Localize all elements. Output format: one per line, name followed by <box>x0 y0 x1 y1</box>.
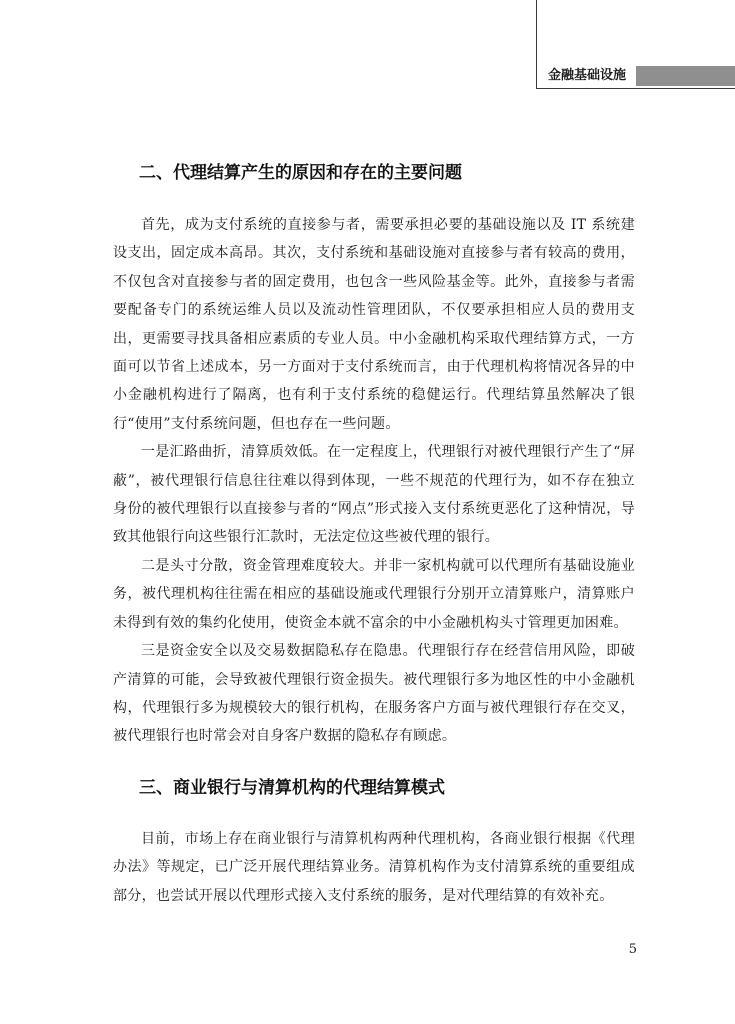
paragraph: 一是汇路曲折，清算质效低。在一定程度上，代理银行对被代理银行产生了“屏蔽”，被代理银行信息往往难以得到体现，一些不规范的代理行为，如不存在独立身份的被代理银行以直接参与者的“网点”形式接入支付系统更恶化了这种情况，导致其他银行向这些银行汇款时，无法定位这些被代理的银行。 <box>113 444 635 546</box>
section-heading-2: 二、代理结算产生的原因和存在的主要问题 <box>139 163 462 183</box>
page-number: 5 <box>628 942 637 957</box>
page-body <box>113 158 635 910</box>
running-header-bar <box>636 66 735 86</box>
paragraph: 二是头寸分散，资金管理难度较大。并非一家机构就可以代理所有基础设施业务，被代理机构往往需在相应的基础设施或代理银行分别开立清算账户，清算账户未得到有效的集约化使用，使资金本就不富余的中小金融机构头寸管理更加困难。 <box>113 557 635 631</box>
paragraph: 目前，市场上存在商业银行与清算机构两种代理机构，各商业银行根据《代理办法》等规定，已广泛开展代理结算业务。清算机构作为支付清算系统的重要组成部分，也尝试开展以代理形式接入支付系统的服务，是对代理结算的有效补充。 <box>113 830 635 904</box>
paragraph: 首先，成为支付系统的直接参与者，需要承担必要的基础设施以及 IT 系统建设支出，固定成本高昂。其次，支付系统和基础设施对直接参与者有较高的费用，不仅包含对直接参与者的固定费用，也包含一些风险基金等。此外，直接参与者需要配备专门的系统运维人员以及流动性管理团队，不仅要承担相应人员的费用支出，更需要寻找具备相应素质的专业人员。中小金融机构采取代理结算方式，一方面可以节省上述成本，另一方面对于支付系统而言，由于代理机构将情况各异的中小金融机构进行了隔离，也有利于支付系统的稳健运行。代理结算虽然解决了银行“使用”支付系统问题，但也存在一些问题。 <box>113 217 635 432</box>
header-vertical-rule <box>536 0 537 88</box>
paragraph: 三是资金安全以及交易数据隐私存在隐患。代理银行存在经营信用风险，即破产清算的可能，会导致被代理银行资金损失。被代理银行多为地区性的中小金融机构，代理银行多为规模较大的银行机构，在服务客户方面与被代理银行存在交叉，被代理银行也时常会对自身客户数据的隐私存有顾虑。 <box>113 643 635 745</box>
running-header-title: 金融基础设施 <box>548 68 627 83</box>
header-horizontal-rule <box>536 88 735 89</box>
section-heading-3: 三、商业银行与清算机构的代理结算模式 <box>139 777 445 798</box>
